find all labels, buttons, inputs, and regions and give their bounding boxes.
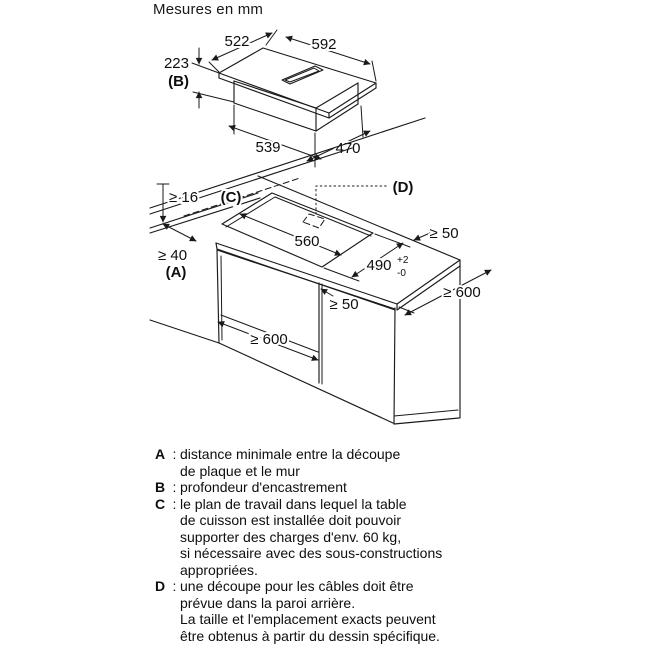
note-D bbox=[155, 578, 515, 644]
legend-notes bbox=[155, 446, 515, 644]
dim-label-50-back: ≥ 50 bbox=[429, 225, 459, 242]
dim-label-A: (A) bbox=[165, 264, 187, 281]
dim-label-560: 560 bbox=[294, 233, 320, 250]
note-text: une découpe pour les câbles doit être prévue dans la paroi arrière. La taille et l'emplacement exacts peuvent être obtenus à partir du dessin spécifique. bbox=[180, 578, 440, 644]
dim-label-600-inside: ≥ 600 bbox=[250, 331, 288, 348]
dim-label-a40: ≥ 40 bbox=[158, 247, 188, 264]
dim-label-592: 592 bbox=[311, 36, 337, 53]
note-A bbox=[155, 446, 515, 479]
worktop-cutout bbox=[222, 193, 373, 267]
dim-50-front bbox=[321, 289, 333, 296]
dim-label-223: 223 bbox=[163, 55, 189, 72]
note-separator: : bbox=[172, 446, 177, 462]
dim-label-522: 522 bbox=[224, 33, 250, 50]
dim-label-50-front: ≥ 50 bbox=[329, 296, 359, 313]
note-letter: D bbox=[155, 578, 166, 594]
dim-223 bbox=[192, 48, 234, 108]
note-text: profondeur d'encastrement bbox=[180, 479, 347, 495]
note-letter: C bbox=[155, 495, 166, 512]
cabinet bbox=[150, 250, 460, 424]
note-text: distance minimale entre la découpe de plaque et le mur bbox=[180, 446, 401, 479]
install-view bbox=[150, 118, 491, 424]
note-separator: : bbox=[172, 495, 177, 512]
dim-560 bbox=[240, 214, 341, 255]
note-B bbox=[155, 479, 515, 496]
note-letter: B bbox=[155, 479, 166, 495]
dim-50-back bbox=[414, 233, 430, 240]
page-title: Mesures en mm bbox=[153, 1, 264, 18]
dim-label-C: (C) bbox=[220, 189, 242, 206]
d-leader-line bbox=[316, 186, 388, 214]
dim-label-D: (D) bbox=[392, 179, 414, 196]
dim-label-B: (B) bbox=[168, 73, 189, 90]
note-C bbox=[155, 496, 515, 579]
dim-label-490-sub: -0 bbox=[397, 268, 406, 279]
note-letter: A bbox=[155, 446, 166, 462]
vent-slot bbox=[282, 66, 323, 84]
dim-label-490: 490 bbox=[366, 257, 392, 274]
dim-a40 bbox=[163, 224, 196, 241]
dim-label-539: 539 bbox=[255, 139, 281, 156]
dim-c16 bbox=[157, 184, 169, 222]
note-separator: : bbox=[172, 578, 177, 594]
hob-top-view bbox=[164, 30, 376, 167]
worktop-left-edge bbox=[150, 193, 260, 233]
dim-label-490-sup: +2 bbox=[397, 255, 409, 266]
dim-label-470: 470 bbox=[335, 140, 361, 157]
note-text: le plan de travail dans lequel la table de cuisson est installée doit pouvoir supporter des charges d'env. 60 kg, si nécessaire avec des sous-constructions appropriées. bbox=[180, 495, 443, 578]
dim-539 bbox=[229, 105, 321, 167]
dim-label-600-right: ≥ 600 bbox=[443, 284, 481, 301]
note-separator: : bbox=[172, 479, 177, 495]
floor-line bbox=[150, 320, 219, 343]
dim-label-c16: ≥ 16 bbox=[169, 189, 199, 206]
